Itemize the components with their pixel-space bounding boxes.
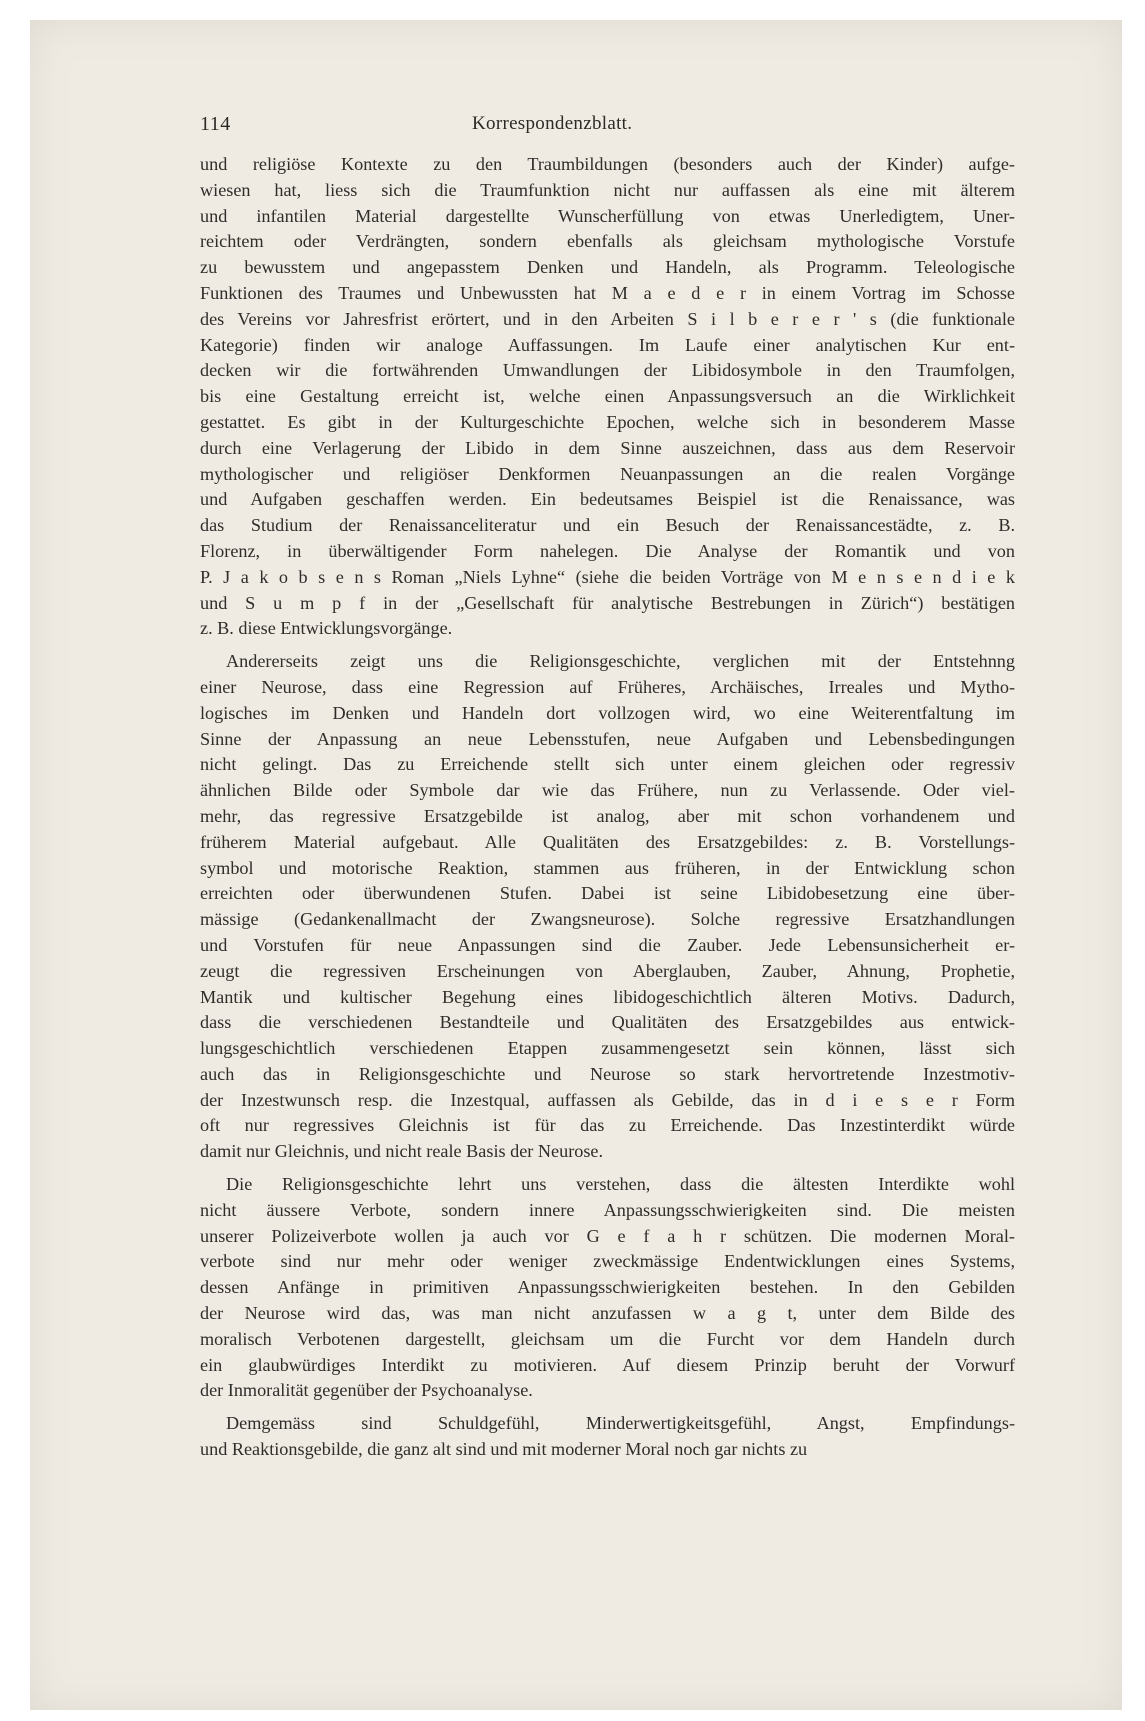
text-line: der Inmoralität gegenüber der Psychoanalyse.: [200, 1380, 533, 1401]
text-line: gestattet. Es gibt in der Kulturgeschichte Epochen, welche sich in besonderem Masse: [200, 411, 1015, 432]
text-line: logisches im Denken und Handeln dort vollzogen wird, wo eine Weiterentfaltung im: [200, 702, 1015, 723]
paragraph-gap: [200, 642, 1015, 649]
text-line: mythologischer und religiöser Denkformen Neuanpassungen an die realen Vorgänge: [200, 463, 1015, 484]
text-line: moralisch Verbotenen dargestellt, gleichsam um die Furcht vor dem Handeln durch: [200, 1328, 1015, 1349]
text-line: Die Religionsgeschichte lehrt uns verstehen, dass die ältesten Interdikte wohl: [226, 1174, 1015, 1195]
text-line: mehr, das regressive Ersatzgebilde ist analog, aber mit schon vorhandenem und: [200, 805, 1015, 826]
text-line: dessen Anfänge in primitiven Anpassungsschwierigkeiten bestehen. In den Gebilden: [200, 1277, 1015, 1298]
text-line: unserer Polizeiverbote wollen ja auch vor G e f a h r schützen. Die modernen Moral-: [200, 1225, 1015, 1246]
text-line: Andererseits zeigt uns die Religionsgeschichte, verglichen mit der Entstehnng: [226, 651, 1015, 672]
text-line: bis eine Gestaltung erreicht ist, welche einen Anpassungsversuch an die Wirklichkeit: [200, 386, 1015, 407]
text-line: ähnlichen Bilde oder Symbole dar wie das Frühere, nun zu Verlassende. Oder viel-: [200, 780, 1015, 801]
text-line: nicht gelingt. Das zu Erreichende stellt sich unter einem gleichen oder regressiv: [200, 754, 1015, 775]
article-body: [200, 152, 1015, 1463]
text-line: Kategorie) finden wir analoge Auffassungen. Im Laufe einer analytischen Kur ent-: [200, 334, 1015, 355]
text-line: wiesen hat, liess sich die Traumfunktion nicht nur auffassen als eine mit älterem: [200, 179, 1015, 200]
text-line: dass die verschiedenen Bestandteile und Qualitäten des Ersatzgebildes aus entwick-: [200, 1012, 1015, 1033]
text-line: zu bewusstem und angepasstem Denken und Handeln, als Programm. Teleologische: [200, 257, 1015, 278]
text-line: z. B. diese Entwicklungsvorgänge.: [200, 618, 453, 639]
text-line: zeugt die regressiven Erscheinungen von Aberglauben, Zauber, Ahnung, Prophetie,: [200, 960, 1015, 981]
paragraph-gap: [200, 1165, 1015, 1172]
text-line: Demgemäss sind Schuldgefühl, Minderwertigkeitsgefühl, Angst, Empfindungs-: [226, 1413, 1015, 1434]
text-line: und infantilen Material dargestellte Wunscherfüllung von etwas Unerledigtem, Uner-: [200, 205, 1015, 226]
text-line: lungsgeschichtlich verschiedenen Etappen zusammengesetzt sein können, lässt sich: [200, 1038, 1015, 1059]
paragraph-gap: [200, 1404, 1015, 1411]
text-line: Funktionen des Traumes und Unbewussten hat M a e d e r in einem Vortrag im Schosse: [200, 282, 1015, 303]
text-line: damit nur Gleichnis, und nicht reale Basis der Neurose.: [200, 1141, 604, 1162]
text-line: oft nur regressives Gleichnis ist für das zu Erreichende. Das Inzestinterdikt würde: [200, 1115, 1015, 1136]
page-number: 114: [200, 113, 231, 135]
text-line: durch eine Verlagerung der Libido in dem Sinne auszeichnen, dass aus dem Reservoir: [200, 437, 1015, 458]
running-title: Korrespondenzblatt.: [472, 113, 633, 134]
text-line: reichtem oder Verdrängten, sondern ebenfalls als gleichsam mythologische Vorstufe: [200, 231, 1015, 252]
text-line: nicht äussere Verbote, sondern innere Anpassungsschwierigkeiten sind. Die meisten: [200, 1199, 1015, 1220]
paragraph: [200, 1411, 1015, 1463]
text-line: Mantik und kultischer Begehung eines libidogeschichtlich älteren Motivs. Dadurch,: [200, 986, 1015, 1007]
paragraph: [200, 1172, 1015, 1404]
text-line: früherem Material aufgebaut. Alle Qualitäten des Ersatzgebildes: z. B. Vorstellungs-: [200, 831, 1015, 852]
text-line: und religiöse Kontexte zu den Traumbildungen (besonders auch der Kinder) aufge-: [200, 154, 1015, 174]
paragraph: [200, 649, 1015, 1165]
text-line: und Reaktionsgebilde, die ganz alt sind und mit moderner Moral noch gar nichts zu: [200, 1439, 808, 1460]
paragraph: [200, 152, 1015, 642]
text-line: das Studium der Renaissanceliteratur und ein Besuch der Renaissancestädte, z. B.: [200, 515, 1015, 536]
text-line: und S u m p f in der „Gesellschaft für analytische Bestrebungen in Zürich“) bestätigen: [200, 592, 1015, 613]
text-line: erreichten oder überwundenen Stufen. Dabei ist seine Libidobesetzung eine über-: [200, 883, 1015, 904]
text-line: Florenz, in überwältigender Form nahelegen. Die Analyse der Romantik und von: [200, 540, 1015, 561]
text-line: auch das in Religionsgeschichte und Neurose so stark hervortretende Inzestmotiv-: [200, 1063, 1015, 1084]
text-line: mässige (Gedankenallmacht der Zwangsneurose). Solche regressive Ersatzhandlungen: [200, 909, 1015, 930]
page-header: [200, 113, 1015, 136]
text-line: ein glaubwürdiges Interdikt zu motivieren. Auf diesem Prinzip beruht der Vorwurf: [200, 1354, 1015, 1375]
text-line: Sinne der Anpassung an neue Lebensstufen, neue Aufgaben und Lebensbedingungen: [200, 728, 1015, 749]
text-line: und Aufgaben geschaffen werden. Ein bedeutsames Beispiel ist die Renaissance, was: [200, 489, 1015, 510]
text-line: und Vorstufen für neue Anpassungen sind die Zauber. Jede Lebensunsicherheit er-: [200, 934, 1015, 955]
text-line: der Inzestwunsch resp. die Inzestqual, auffassen als Gebilde, das in d i e s e r Form: [200, 1089, 1015, 1110]
text-line: P. J a k o b s e n s Roman „Niels Lyhne“ (siehe die beiden Vorträge von M e n s e n d i e k: [200, 566, 1015, 587]
text-line: decken wir die fortwährenden Umwandlungen der Libidosymbole in den Traumfolgen,: [200, 360, 1015, 381]
text-line: symbol und motorische Reaktion, stammen aus früheren, in der Entwicklung schon: [200, 857, 1015, 878]
text-line: verbote sind nur mehr oder weniger zweckmässige Endentwicklungen eines Systems,: [200, 1251, 1015, 1272]
text-line: der Neurose wird das, was man nicht anzufassen w a g t, unter dem Bilde des: [200, 1303, 1015, 1324]
text-line: einer Neurose, dass eine Regression auf Früheres, Archäisches, Irreales und Mytho-: [200, 676, 1015, 697]
text-line: des Vereins vor Jahresfrist erörtert, und in den Arbeiten S i l b e r e r ' s (die funktionale: [200, 308, 1015, 329]
